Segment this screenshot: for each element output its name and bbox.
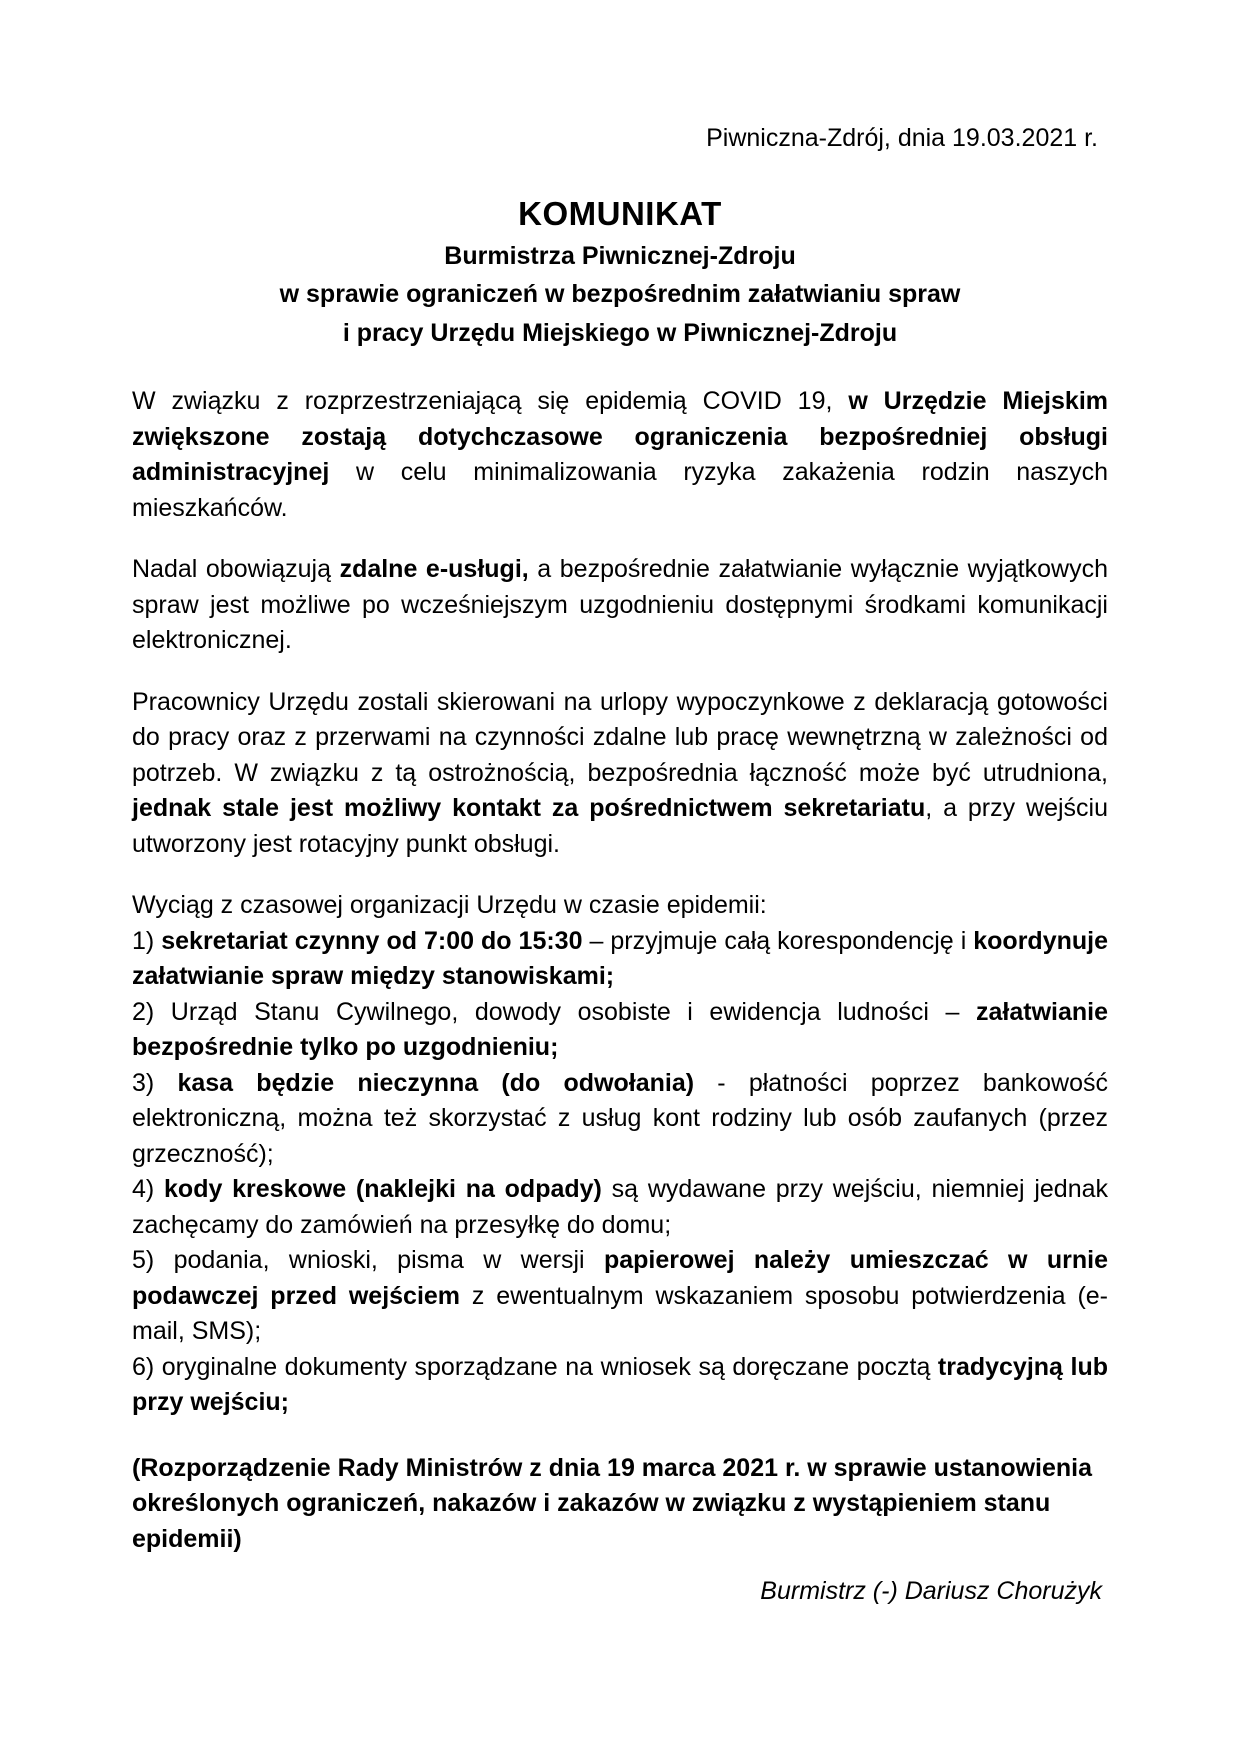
list-item-bold-1: kasa będzie nieczynna (do odwołania) [177,1068,695,1097]
document-body [132,384,1108,1606]
list-item-bold-1: załatwianie bezpośrednie tylko po uzgodnieniu; [132,997,1108,1062]
subtitle-line-2: w sprawie ograniczeń w bezpośrednim załatwianiu spraw [279,280,961,309]
paragraph-2-text-2: a bezpośrednie załatwianie wyłącznie wyjątkowych spraw jest możliwe po wcześniejszym uzgodnieniu dostępnymi środkami komunikacji elektronicznej. [132,555,1108,655]
paragraph-2 [132,552,1108,659]
list-item-text-2: - płatności poprzez bankowość elektroniczną, można też skorzystać z usług kont rodziny lub osób zaufanych (przez grzeczność); [132,1068,1108,1168]
list-item-text-1: 4) [132,1175,165,1204]
list-item-text-1: 5) podania, wnioski, pisma w wersji [132,1246,604,1275]
list-item-bold-2: koordynuje załatwianie spraw między stanowiskami; [132,926,1108,991]
legal-note: (Rozporządzenie Rady Ministrów z dnia 19 marca 2021 r. w sprawie ustanowienia określonych ograniczeń, nakazów i zakazów w związku z wystąpieniem stanu epidemii) [132,1453,1093,1553]
list-item-text-1: 6) oryginalne dokumenty sporządzane na wniosek są doręczane pocztą [132,1352,938,1381]
list-item [132,1172,1108,1243]
list-intro: Wyciąg z czasowej organizacji Urzędu w czasie epidemii: [132,891,767,920]
list-item-bold-1: tradycyjną lub przy wejściu; [132,1352,1108,1417]
paragraph-1-text-1: W związku z rozprzestrzeniającą się epidemią COVID 19, [132,387,849,416]
paragraph-3-text-1: Pracownicy Urzędu zostali skierowani na urlopy wypoczynkowe z deklaracją gotowości do pracy oraz z przerwami na czynności zdalne lub pracę wewnętrzną w zależności od potrzeb. W związku z tą ostrożnością, bezpośrednia łączność może być utrudniona, [132,687,1108,787]
list-item-text-1: 3) [132,1068,178,1097]
list-item-text-2: są wydawane przy wejściu, niemniej jednak zachęcamy do zamówień na przesyłkę do domu; [132,1175,1108,1239]
list-item [132,1066,1108,1173]
paragraph-3-text-2: , a przy wejściu utworzony jest rotacyjny punkt obsługi. [132,794,1109,858]
list-item-text-1: 1) [132,926,162,955]
list-item-text-1: 2) Urząd Stanu Cywilnego, dowody osobiste i ewidencja ludności – [132,997,976,1026]
signature: Burmistrz (-) Dariusz Chorużyk [760,1577,1102,1606]
paragraph-2-text-1: Nadal obowiązują [132,555,340,584]
list-item-text-2: – przyjmuje całą korespondencję i [582,926,974,955]
place-and-date: Piwniczna-Zdrój, dnia 19.03.2021 r. [706,124,1098,152]
list-item [132,924,1108,995]
list-item-bold-1: kody kreskowe (naklejki na odpady) [164,1175,602,1204]
paragraph-1 [132,384,1108,526]
list-item-text-2: z ewentualnym wskazaniem sposobu potwierdzenia (e-mail, SMS); [132,1281,1108,1346]
paragraph-1-bold-1: w Urzędzie Miejskim zwiększone zostają dotychczasowe ograniczenia bezpośredniej obsługi administracyjnej [132,387,1108,487]
list-item [132,1350,1108,1421]
paragraph-3 [132,685,1108,863]
title-block [132,193,1108,351]
page-title: KOMUNIKAT [518,194,722,232]
paragraph-3-bold-1: jednak stale jest możliwy kontakt za pośrednictwem sekretariatu [132,794,926,823]
subtitle-line-3: i pracy Urzędu Miejskiego w Piwnicznej-Zdroju [342,318,898,347]
list-item-bold-1: sekretariat czynny od 7:00 do 15:30 [161,926,583,955]
paragraph-2-bold-1: zdalne e-usługi, [339,555,529,584]
list-item [132,1243,1108,1350]
organization-list [132,924,1108,1421]
paragraph-1-text-2: w celu minimalizowania ryzyka zakażenia rodzin naszych mieszkańców. [132,458,1108,522]
list-item-bold-1: papierowej należy umieszczać w urnie podawczej przed wejściem [132,1246,1108,1310]
subtitle-line-1: Burmistrza Piwnicznej-Zdroju [444,241,796,270]
list-item [132,995,1108,1066]
